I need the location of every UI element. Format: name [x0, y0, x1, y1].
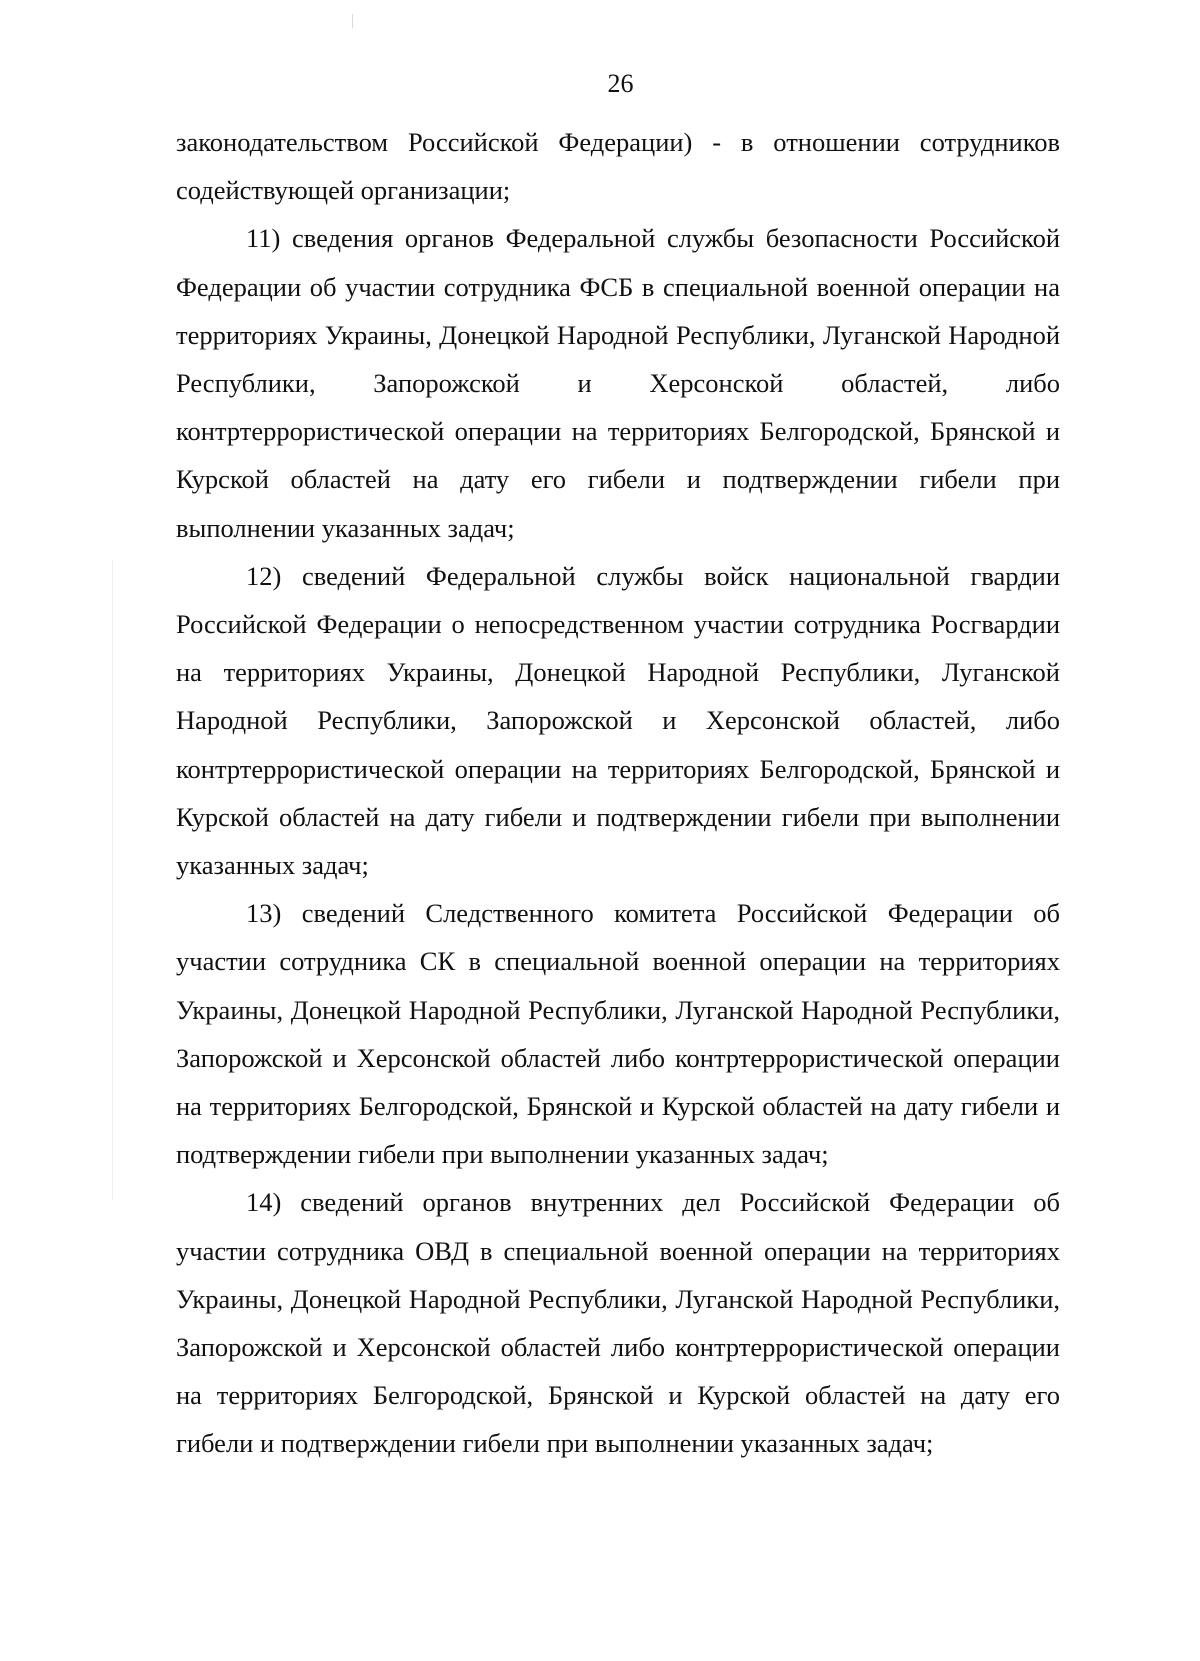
paragraph-item-13: 13) сведений Следственного комитета Российской Федерации об участии сотрудника СК в специальной военной операции на территориях Украины, Донецкой Народной Республики, Луганской Народной Республики, Запорожской и Херсонской областей либо контртеррористической операции на территориях Белгородской, Брянской и Курской областей на дату гибели и подтверждении гибели при выполнении указанных задач; [176, 898, 1060, 1170]
scan-margin-shadow [112, 560, 113, 1200]
page-number: 26 [607, 69, 634, 98]
paragraph-continuation: законодательством Российской Федерации) - в отношении сотрудников содействующей организации; [176, 127, 1060, 206]
scan-artifact-mark [352, 14, 353, 28]
paragraph-item-14: 14) сведений органов внутренних дел Российской Федерации об участии сотрудника ОВД в специальной военной операции на территориях Украины, Донецкой Народной Республики, Луганской Народной Республики, Запорожской и Херсонской областей либо контртеррористической операции на территориях Белгородской, Брянской и Курской областей на дату его гибели и подтверждении гибели при выполнении указанных задач; [176, 1187, 1060, 1459]
document-body [176, 118, 1060, 1468]
paragraph-item-12: 12) сведений Федеральной службы войск национальной гвардии Российской Федерации о непосредственном участии сотрудника Росгвардии на территориях Украины, Донецкой Народной Республики, Луганской Народной Республики, Запорожской и Херсонской областей, либо контртеррористической операции на территориях Белгородской, Брянской и Курской областей на дату гибели и подтверждении гибели при выполнении указанных задач; [176, 560, 1060, 881]
paragraph-item-11: 11) сведения органов Федеральной службы безопасности Российской Федерации об участии сотрудника ФСБ в специальной военной операции на территориях Украины, Донецкой Народной Республики, Луганской Народной Республики, Запорожской и Херсонской областей, либо контртеррористической операции на территориях Белгородской, Брянской и Курской областей на дату его гибели и подтверждении гибели при выполнении указанных задач; [176, 223, 1060, 543]
